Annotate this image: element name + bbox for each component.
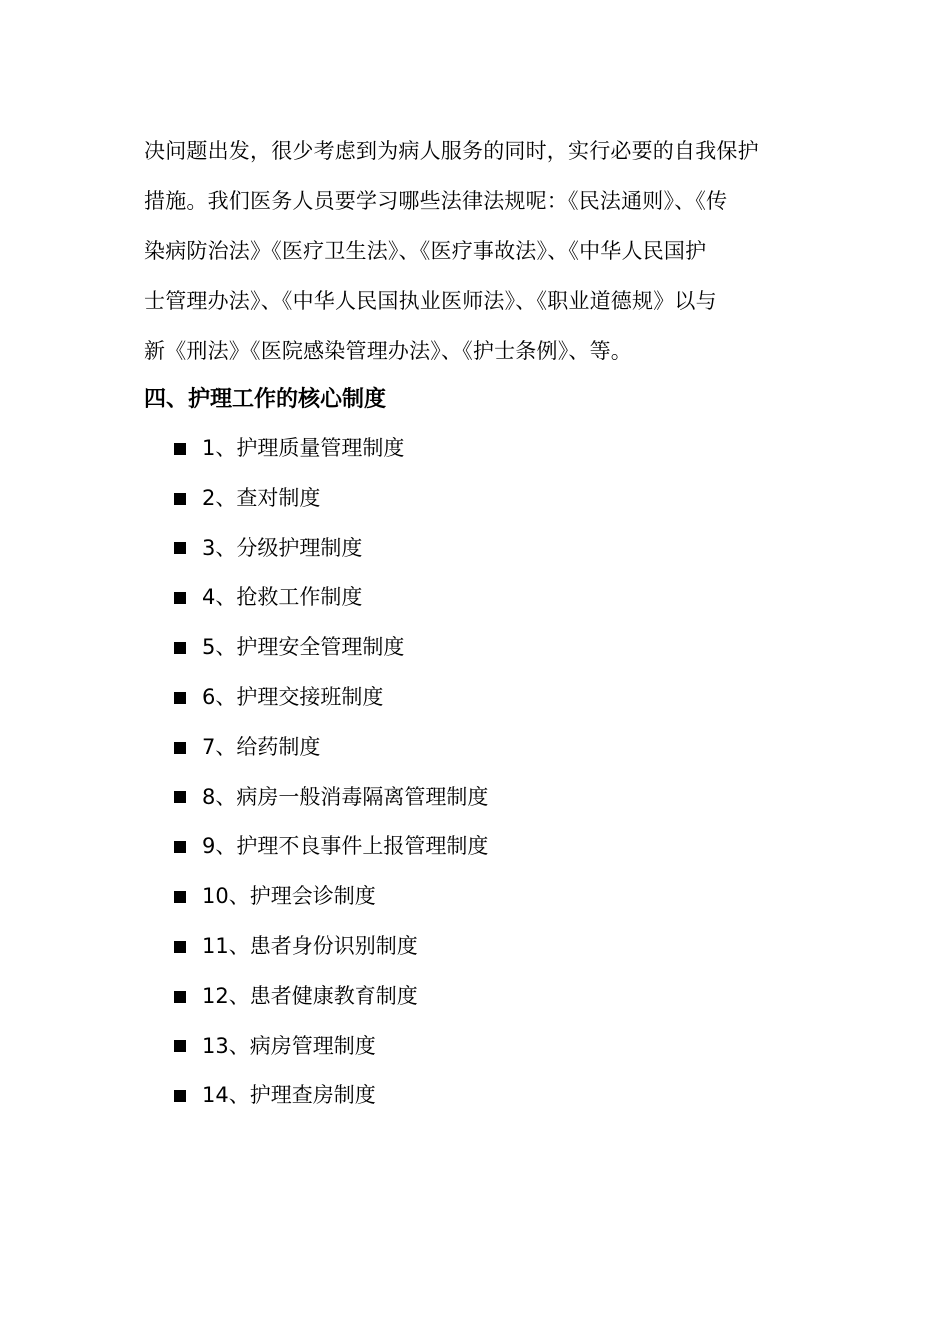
list-item-label: 3、分级护理制度 bbox=[202, 535, 363, 560]
list-item bbox=[174, 723, 488, 773]
list-item bbox=[174, 573, 488, 623]
square-bullet-icon bbox=[174, 791, 186, 803]
square-bullet-icon bbox=[174, 592, 186, 604]
list-item bbox=[174, 922, 488, 972]
square-bullet-icon bbox=[174, 991, 186, 1003]
body-paragraph bbox=[144, 126, 810, 376]
core-system-list bbox=[174, 424, 488, 1121]
square-bullet-icon bbox=[174, 493, 186, 505]
square-bullet-icon bbox=[174, 642, 186, 654]
paragraph-line: 新《刑法》《医院感染管理办法》、《护士条例》、等。 bbox=[144, 339, 632, 363]
paragraph-line: 染病防治法》《医疗卫生法》、《医疗事故法》、《中华人民国护 bbox=[144, 239, 707, 263]
list-item bbox=[174, 773, 488, 823]
square-bullet-icon bbox=[174, 841, 186, 853]
list-item-label: 12、患者健康教育制度 bbox=[202, 983, 418, 1008]
list-item-label: 6、护理交接班制度 bbox=[202, 684, 384, 709]
paragraph-line: 措施。我们医务人员要学习哪些法律法规呢：《民法通则》、《传 bbox=[144, 189, 728, 213]
list-item bbox=[174, 524, 488, 574]
list-item bbox=[174, 623, 488, 673]
list-item bbox=[174, 1071, 488, 1121]
paragraph-line: 决问题出发，很少考虑到为病人服务的同时，实行必要的自我保护 bbox=[144, 139, 759, 163]
list-item bbox=[174, 822, 488, 872]
square-bullet-icon bbox=[174, 542, 186, 554]
list-item-label: 11、患者身份识别制度 bbox=[202, 933, 418, 958]
square-bullet-icon bbox=[174, 891, 186, 903]
square-bullet-icon bbox=[174, 1040, 186, 1052]
list-item bbox=[174, 673, 488, 723]
list-item-label: 14、护理查房制度 bbox=[202, 1083, 376, 1108]
paragraph-line: 士管理办法》、《中华人民国执业医师法》、《职业道德规》以与 bbox=[144, 289, 717, 313]
square-bullet-icon bbox=[174, 941, 186, 953]
list-item-label: 9、护理不良事件上报管理制度 bbox=[202, 834, 489, 859]
square-bullet-icon bbox=[174, 443, 186, 455]
list-item-label: 5、护理安全管理制度 bbox=[202, 635, 405, 660]
list-item-label: 10、护理会诊制度 bbox=[202, 884, 376, 909]
list-item bbox=[174, 1022, 488, 1072]
list-item bbox=[174, 474, 488, 524]
list-item bbox=[174, 872, 488, 922]
list-item bbox=[174, 972, 488, 1022]
list-item-label: 8、病房一般消毒隔离管理制度 bbox=[202, 784, 489, 809]
square-bullet-icon bbox=[174, 742, 186, 754]
list-item-label: 4、抢救工作制度 bbox=[202, 585, 363, 610]
list-item-label: 13、病房管理制度 bbox=[202, 1033, 376, 1058]
square-bullet-icon bbox=[174, 692, 186, 704]
list-item-label: 7、给药制度 bbox=[202, 734, 321, 759]
list-item-label: 2、查对制度 bbox=[202, 485, 321, 510]
square-bullet-icon bbox=[174, 1090, 186, 1102]
section-heading: 四、护理工作的核心制度 bbox=[144, 387, 387, 412]
list-item bbox=[174, 424, 488, 474]
list-item-label: 1、护理质量管理制度 bbox=[202, 436, 405, 460]
